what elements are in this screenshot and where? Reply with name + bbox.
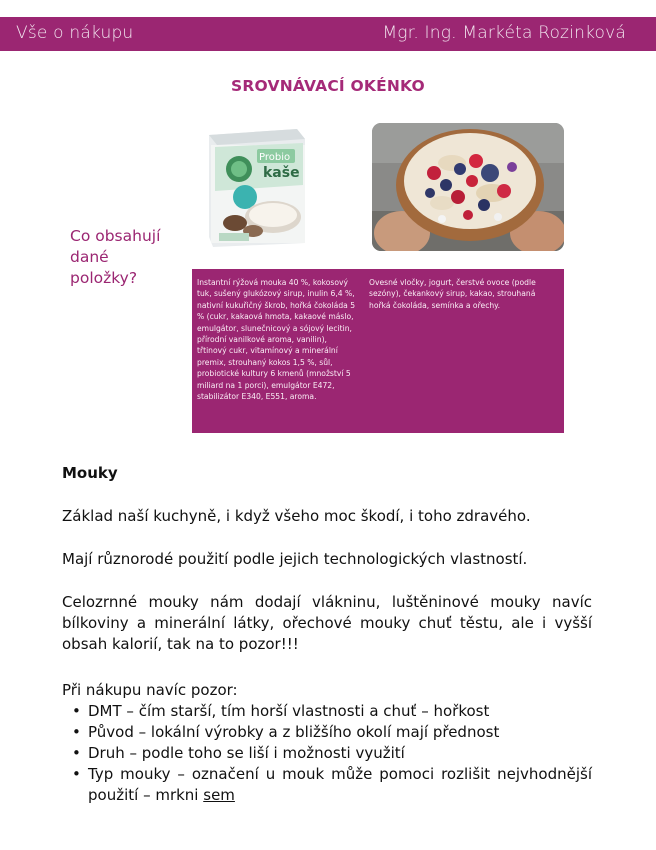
paragraph: Celozrnné mouky nám dodají vlákninu, luštěninové mouky navíc bílkoviny a minerální látky, ořechové mouky chuť těstu, ale i vyšší obsah kalorií, tak na to pozor!!! bbox=[62, 593, 592, 653]
paragraph: Při nákupu navíc pozor: bbox=[62, 681, 238, 699]
paragraph: Základ naší kuchyně, i když všeho moc škodí, i toho zdravého. bbox=[62, 507, 531, 525]
page-header bbox=[0, 17, 656, 51]
here-link[interactable]: sem bbox=[203, 786, 235, 804]
bullet-icon: • bbox=[72, 723, 81, 741]
list-item bbox=[62, 764, 592, 806]
comparison-title: SROVNÁVACÍ OKÉNKO bbox=[231, 77, 425, 95]
list-item bbox=[62, 743, 592, 764]
bullet-icon: • bbox=[72, 744, 81, 762]
paragraph: Mají různorodé použití podle jejich technologických vlastností. bbox=[62, 550, 528, 568]
porridge-bowl-photo bbox=[372, 123, 564, 251]
list-item bbox=[62, 722, 592, 743]
list-item-text: Typ mouky – označení u mouk může pomoci rozlišit nejvhodnější použití – mrkni bbox=[88, 765, 592, 804]
bullet-icon: • bbox=[72, 765, 81, 783]
product-ingredients-panel bbox=[192, 269, 364, 433]
tips-list bbox=[62, 701, 592, 806]
porridge-product-image bbox=[205, 125, 311, 247]
document-title: Vše o nákupu bbox=[16, 23, 134, 43]
product-brand-text: Probio bbox=[259, 152, 291, 163]
homemade-ingredients-text: Ovesné vločky, jogurt, čerstvé ovoce (podle sezóny), čekankový sirup, kakao, strouhaná hořká čokoláda, semínka a ořechy. bbox=[369, 278, 536, 310]
list-item-text: Původ – lokální výrobky a z bližšího okolí mají přednost bbox=[88, 723, 500, 741]
comparison-question: Co obsahují dané položky? bbox=[70, 227, 161, 287]
section-heading: Mouky bbox=[62, 464, 118, 482]
product-ingredients-text: Instantní rýžová mouka 40 %, kokosový tuk, sušený glukózový sirup, inulin 6,4 %, nativní kukuřičný škrob, hořká čokoláda 5 % (cukr, kakaová hmota, kakaové máslo, emulgátor, slunečnicový a sójový lecitin, přírodní vanilkové aroma, vanilin), třtinový cukr, vitamínový a minerální premix, strouhaný kokos 1,5 %, sůl, probiotické kultury 6 kmenů (množství 5 miliard na 1 porci), emulgátor E472, stabilizátor E340, E551, aroma. bbox=[197, 278, 356, 402]
author-name: Mgr. Ing. Markéta Rozinková bbox=[382, 23, 626, 43]
bullet-icon: • bbox=[72, 702, 81, 720]
list-item-text: DMT – čím starší, tím horší vlastnosti a chuť – hořkost bbox=[88, 702, 490, 720]
product-name-text: kaše bbox=[263, 165, 300, 181]
list-item-text: Druh – podle toho se liší i možnosti využití bbox=[88, 744, 405, 762]
homemade-ingredients-panel bbox=[364, 269, 564, 433]
list-item bbox=[62, 701, 592, 722]
